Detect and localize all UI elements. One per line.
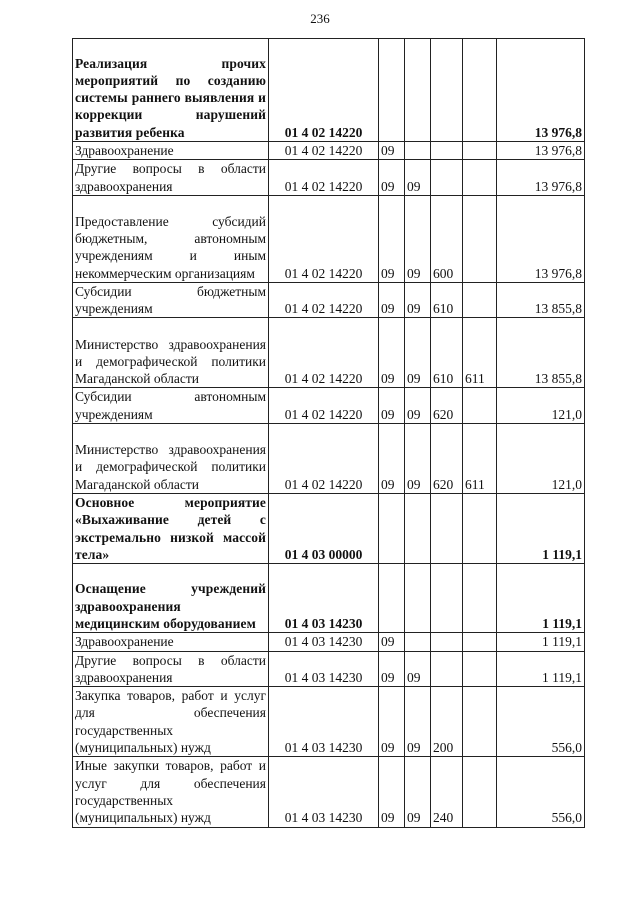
- target-code: 01 4 02 14220: [269, 282, 379, 318]
- row-name: Другие вопросы в области здравоохранения: [73, 160, 269, 196]
- administrator-code: [463, 633, 497, 651]
- expense-type-code: 610: [431, 282, 463, 318]
- expense-type-code: [431, 633, 463, 651]
- section-code: 09: [379, 282, 405, 318]
- expense-type-code: 200: [431, 687, 463, 757]
- section-code: 09: [379, 633, 405, 651]
- target-code: 01 4 02 14220: [269, 388, 379, 424]
- section-code: 09: [379, 424, 405, 494]
- amount-value: 1 119,1: [497, 651, 585, 687]
- subsection-code: 09: [405, 388, 431, 424]
- row-name: Оснащение учреждений здравоохранения медицинским оборудованием: [73, 564, 269, 633]
- amount-value: 13 855,8: [497, 318, 585, 388]
- amount-value: 1 119,1: [497, 494, 585, 564]
- section-code: [379, 494, 405, 564]
- administrator-code: [463, 687, 497, 757]
- target-code: 01 4 03 14230: [269, 564, 379, 633]
- target-code: 01 4 03 14230: [269, 757, 379, 827]
- table-row: [73, 633, 585, 651]
- administrator-code: [463, 282, 497, 318]
- amount-value: 13 976,8: [497, 160, 585, 196]
- row-name: Реализация прочих мероприятий по созданию системы раннего выявления и коррекции нарушений развития ребенка: [73, 39, 269, 142]
- target-code: 01 4 02 14220: [269, 160, 379, 196]
- expense-type-code: [431, 494, 463, 564]
- row-name: Министерство здравоохранения и демографической политики Магаданской области: [73, 318, 269, 388]
- administrator-code: [463, 39, 497, 142]
- administrator-code: 611: [463, 318, 497, 388]
- table-row: [73, 195, 585, 282]
- administrator-code: [463, 388, 497, 424]
- amount-value: 13 976,8: [497, 142, 585, 160]
- table-row: [73, 687, 585, 757]
- table-row: [73, 39, 585, 142]
- table-row: [73, 424, 585, 494]
- budget-table: [72, 38, 585, 828]
- target-code: 01 4 02 14220: [269, 39, 379, 142]
- subsection-code: 09: [405, 195, 431, 282]
- section-code: 09: [379, 687, 405, 757]
- expense-type-code: 600: [431, 195, 463, 282]
- subsection-code: 09: [405, 424, 431, 494]
- section-code: [379, 39, 405, 142]
- administrator-code: 611: [463, 424, 497, 494]
- expense-type-code: [431, 142, 463, 160]
- section-code: 09: [379, 388, 405, 424]
- administrator-code: [463, 564, 497, 633]
- expense-type-code: [431, 564, 463, 633]
- row-name: Министерство здравоохранения и демографической политики Магаданской области: [73, 424, 269, 494]
- target-code: 01 4 03 14230: [269, 633, 379, 651]
- subsection-code: 09: [405, 651, 431, 687]
- target-code: 01 4 02 14220: [269, 142, 379, 160]
- table-row: [73, 388, 585, 424]
- expense-type-code: 610: [431, 318, 463, 388]
- table-row: [73, 564, 585, 633]
- subsection-code: [405, 39, 431, 142]
- section-code: 09: [379, 160, 405, 196]
- administrator-code: [463, 142, 497, 160]
- row-name: Закупка товаров, работ и услуг для обеспечения государственных (муниципальных) нужд: [73, 687, 269, 757]
- section-code: 09: [379, 142, 405, 160]
- subsection-code: [405, 494, 431, 564]
- row-name: Здравоохранение: [73, 142, 269, 160]
- administrator-code: [463, 757, 497, 827]
- expense-type-code: [431, 160, 463, 196]
- administrator-code: [463, 651, 497, 687]
- table-row: [73, 142, 585, 160]
- amount-value: 13 855,8: [497, 282, 585, 318]
- section-code: 09: [379, 318, 405, 388]
- target-code: 01 4 03 14230: [269, 687, 379, 757]
- subsection-code: 09: [405, 757, 431, 827]
- subsection-code: [405, 564, 431, 633]
- table-body: [73, 39, 585, 828]
- subsection-code: 09: [405, 687, 431, 757]
- table-row: [73, 494, 585, 564]
- expense-type-code: [431, 651, 463, 687]
- administrator-code: [463, 195, 497, 282]
- table-row: [73, 282, 585, 318]
- expense-type-code: 240: [431, 757, 463, 827]
- section-code: 09: [379, 651, 405, 687]
- page-number: 236: [310, 11, 330, 26]
- amount-value: 1 119,1: [497, 633, 585, 651]
- subsection-code: [405, 142, 431, 160]
- administrator-code: [463, 160, 497, 196]
- subsection-code: 09: [405, 160, 431, 196]
- expense-type-code: 620: [431, 424, 463, 494]
- subsection-code: 09: [405, 282, 431, 318]
- amount-value: 121,0: [497, 424, 585, 494]
- amount-value: 13 976,8: [497, 39, 585, 142]
- section-code: 09: [379, 195, 405, 282]
- table-row: [73, 318, 585, 388]
- administrator-code: [463, 494, 497, 564]
- row-name: Другие вопросы в области здравоохранения: [73, 651, 269, 687]
- target-code: 01 4 02 14220: [269, 318, 379, 388]
- amount-value: 556,0: [497, 757, 585, 827]
- row-name: Субсидии бюджетным учреждениям: [73, 282, 269, 318]
- row-name: Субсидии автономным учреждениям: [73, 388, 269, 424]
- target-code: 01 4 03 14230: [269, 651, 379, 687]
- subsection-code: [405, 633, 431, 651]
- amount-value: 556,0: [497, 687, 585, 757]
- target-code: 01 4 02 14220: [269, 195, 379, 282]
- expense-type-code: [431, 39, 463, 142]
- table-row: [73, 160, 585, 196]
- section-code: [379, 564, 405, 633]
- table-row: [73, 757, 585, 827]
- row-name: Основное мероприятие «Выхаживание детей с экстремально низкой массой тела»: [73, 494, 269, 564]
- section-code: 09: [379, 757, 405, 827]
- amount-value: 121,0: [497, 388, 585, 424]
- expense-type-code: 620: [431, 388, 463, 424]
- table-row: [73, 651, 585, 687]
- subsection-code: 09: [405, 318, 431, 388]
- row-name: Предоставление субсидий бюджетным, автономным учреждениям и иным некоммерческим организациям: [73, 195, 269, 282]
- amount-value: 1 119,1: [497, 564, 585, 633]
- row-name: Здравоохранение: [73, 633, 269, 651]
- target-code: 01 4 02 14220: [269, 424, 379, 494]
- amount-value: 13 976,8: [497, 195, 585, 282]
- target-code: 01 4 03 00000: [269, 494, 379, 564]
- row-name: Иные закупки товаров, работ и услуг для обеспечения государственных (муниципальных) нужд: [73, 757, 269, 827]
